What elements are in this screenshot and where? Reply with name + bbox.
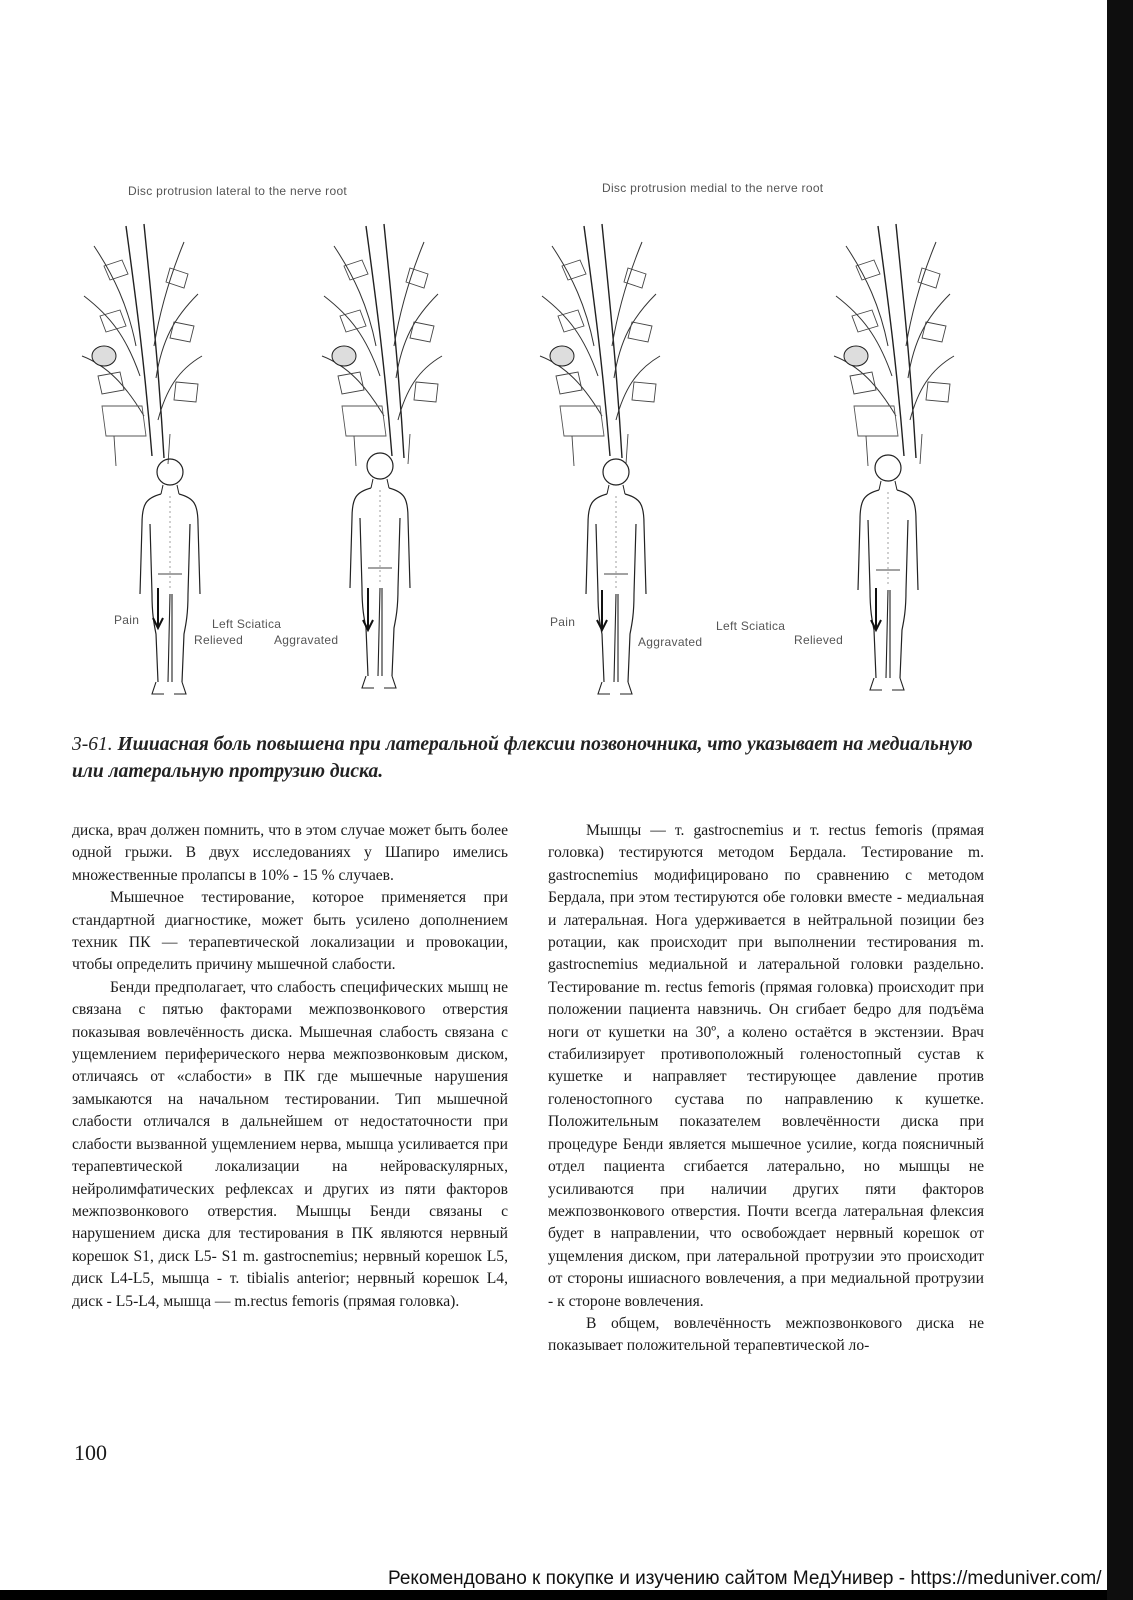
pain-arrow-icon [363, 588, 373, 630]
spine-illustration-1 [82, 224, 202, 466]
body-figure-4 [858, 455, 918, 690]
footer-watermark-link[interactable]: Рекомендовано к покупке и изучению сайтом МедУнивер - https://meduniver.com/ [388, 1568, 1102, 1589]
left-aggravated-label: Aggravated [274, 633, 339, 647]
body-figure-3 [586, 459, 646, 694]
body-figure-1 [140, 459, 200, 694]
right-aggravated-label: Aggravated [638, 635, 703, 649]
figure-caption [72, 731, 1002, 785]
left-relieved-label: Relieved [194, 633, 244, 647]
paragraph: Бенди предполагает, что слабость специфических мышц не связана с пятью факторами межпозвонкового отверстия показывая вовлечённость диска. Мышечная слабость связана с ущемлением периферического нерва межпозвонковым диском, отличаясь от «слабости» в ПК где мышечные нарушения замыкаются на начальном тестировании. Тип мышечной слабости отличался в дальнейшем от недостаточности при слабости вызванной ущемлением нерва, мышца усиливается при терапевтической локализации на нейроваскулярных, нейролимфатических рефлексах и других из пяти факторов межпозвонкового отверстия. Мышцы Бенди связаны с нарушением диска для тестирования в ПК являются нервный корешок S1, диск L5- S1 m. gastrocnemius; нервный корешок L5, диск L4-L5, мышца - т. tibialis anterior; нервный корешок L4, диск - L5-L4, мышца — m.rectus femoris (прямая головка). [72, 978, 508, 1310]
text-column-right [548, 820, 984, 1358]
right-relieved-label: Relieved [794, 633, 844, 647]
figure-caption-text: Ишиасная боль повышена при латеральной флексии позвоночника, что указывает на медиальную или латеральную протрузию диска. [72, 734, 973, 782]
right-sciatica-label: Left Sciatica [716, 619, 786, 633]
sciatica-illustration [70, 178, 990, 718]
pain-arrow-icon [871, 588, 881, 630]
paragraph: В общем, вовлечённость межпозвонкового диска не показывает положительной терапевтической ло- [548, 1314, 984, 1355]
footer-band [0, 1590, 1133, 1600]
body-figure-2 [350, 453, 410, 688]
spine-illustration-2 [322, 224, 442, 466]
right-pain-label: Pain [550, 615, 576, 629]
paragraph: Мышечное тестирование, которое применяется при стандартной диагностике, может быть усилено дополнением техник ПК — терапевтической локализации и провокации, чтобы определить причину мышечной слабости. [72, 889, 508, 974]
figure-3-61 [70, 178, 990, 718]
scan-edge [1107, 0, 1133, 1600]
left-pain-label: Pain [114, 613, 140, 627]
pain-arrow-icon [153, 588, 163, 628]
text-column-left [72, 820, 508, 1313]
page-number: 100 [74, 1440, 107, 1465]
paragraph: диска, врач должен помнить, что в этом случае может быть более одной грыжи. В двух исследованиях у Шапиро имелись множественные пролапсы в 10% - 15 % случаев. [72, 822, 508, 884]
left-sciatica-label: Left Sciatica [212, 617, 282, 631]
figure-number: 3-61. [72, 734, 113, 755]
spine-illustration-4 [834, 224, 954, 466]
left-heading: Disc protrusion lateral to the nerve root [128, 184, 348, 198]
right-heading: Disc protrusion medial to the nerve root [602, 181, 824, 195]
spine-illustration-3 [540, 224, 660, 466]
paragraph: Мышцы — т. gastrocnemius и т. rectus femoris (прямая головка) тестируются методом Бердала. Тестирование m. gastrocnemius модифицировано по сравнению с методом Бердала, при этом тестируются обе головки вместе - медиальная и латеральная. Нога удерживается в нейтральной позиции без ротации, как происходит при выполнении тестирования m. gastrocnemius медиальной и латеральной головки раздельно. Тестирование m. rectus femoris (прямая головка) происходит при положении пациента навзничь. Он сгибает бедро для подъёма ноги от кушетки на 30º, а колено остаётся в экстензии. Врач стабилизирует противоположный голеностопный сустав к кушетке и направляет тестирующее давление против голеностопного сустава по направлению к кушетке. Положительным показателем вовлечённости диска при процедуре Бенди является мышечное усилие, когда поясничный отдел пациента сгибается латерально, но мышцы не усиливаются при наличии других пяти факторов межпозвонкового отверстия. Почти всегда латеральная флексия будет в направлении, что освобождает нервный корешок от ущемления диском, при латеральной протрузии это происходит от стороны ишиасного вовлечения, а при медиальной протрузии - к стороне вовлечения. [548, 822, 984, 1310]
